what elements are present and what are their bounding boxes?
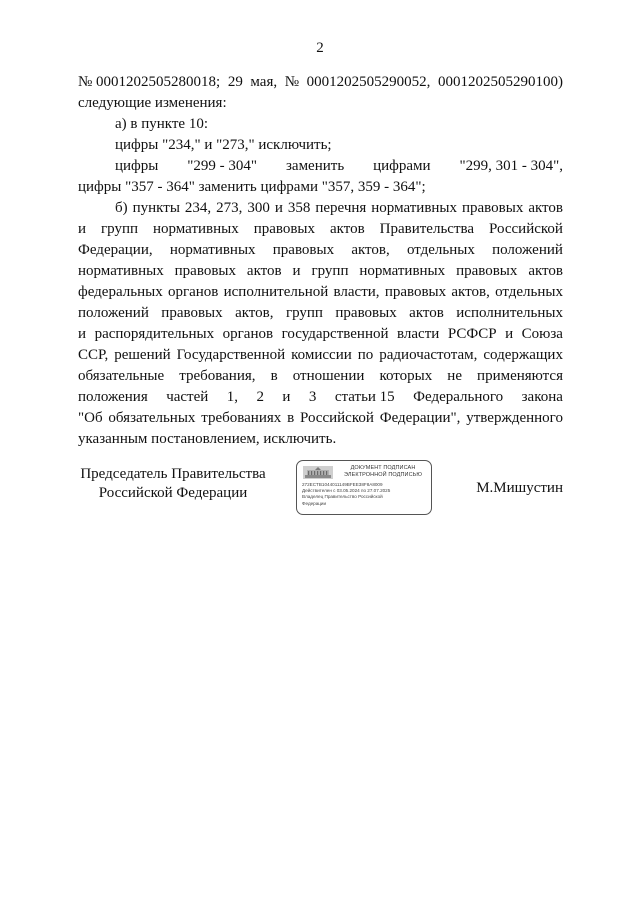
word: 1,: [226, 389, 238, 405]
word: Государственной: [176, 347, 286, 363]
word: и: [505, 326, 514, 342]
word: 0001202505290100): [437, 74, 563, 90]
text-line-3: а) в пункте 10:: [115, 116, 209, 132]
text-line-7: [78, 198, 563, 219]
word: правовых: [161, 305, 223, 321]
word: власти: [397, 326, 440, 342]
electronic-signature-stamp: [296, 460, 432, 515]
text-line-5: [78, 156, 563, 177]
word: отдельных: [495, 284, 563, 300]
signature-block: [78, 460, 563, 520]
word: актов: [528, 263, 563, 279]
text-line-11: [78, 282, 563, 303]
text-line-10: [78, 261, 563, 282]
word: Федерального: [413, 389, 504, 405]
word: положений: [492, 242, 563, 258]
word: актов: [409, 305, 444, 321]
word: нормативных: [359, 263, 446, 279]
word: правовых: [462, 200, 524, 216]
word: распорядительных: [94, 326, 215, 342]
word: Федерации",: [379, 410, 461, 426]
word: органов: [222, 326, 274, 342]
stamp-owner-line-1: Владелец Правительство Российской: [302, 494, 383, 500]
word: пункты: [132, 200, 180, 216]
word: решений: [114, 347, 171, 363]
word: по: [357, 347, 374, 363]
word: Российской: [489, 221, 563, 237]
word: нормативных: [371, 200, 458, 216]
word: 2: [256, 389, 264, 405]
word: требованиях: [201, 410, 282, 426]
word: "299, 301 - 304",: [459, 158, 563, 174]
stamp-title-line-1: ДОКУМЕНТ ПОДПИСАН: [350, 465, 416, 471]
stamp-owner-line-2: Федерации: [302, 500, 327, 506]
word: правовых: [174, 263, 236, 279]
word: частей: [166, 389, 209, 405]
word: мая,: [250, 74, 278, 90]
word: актов: [528, 200, 563, 216]
stamp-details: [302, 482, 428, 507]
word: б): [115, 200, 128, 216]
word: цифры: [115, 158, 159, 174]
word: правовых: [335, 305, 397, 321]
text-line-15: [78, 366, 563, 387]
word: в: [287, 410, 295, 426]
word: и: [274, 200, 283, 216]
stamp-validity: Действителен с 03.05.2024 по 27.07.2025: [302, 488, 391, 494]
word: 300: [247, 200, 270, 216]
word: цифрами: [373, 158, 431, 174]
word: не: [447, 368, 462, 384]
word: "299 - 304": [187, 158, 258, 174]
text-line-18: указанным постановлением, исключить.: [78, 431, 337, 447]
word: "Об: [78, 410, 103, 426]
word: заменить: [285, 158, 345, 174]
word: применяются: [477, 368, 563, 384]
word: №: [284, 74, 300, 90]
word: и: [78, 326, 87, 342]
signer-position-line-2: Российской Федерации: [98, 485, 248, 501]
signer-position: [78, 465, 268, 503]
word: № 0001202505280018;: [78, 74, 221, 90]
text-line-4: цифры "234," и "273," исключить;: [115, 137, 332, 153]
word: 273,: [216, 200, 243, 216]
word: правовых: [272, 242, 335, 258]
word: нормативных: [169, 242, 256, 258]
government-building-icon: [303, 466, 333, 479]
word: федеральных: [78, 284, 163, 300]
word: ССР,: [78, 347, 109, 363]
word: требования,: [179, 368, 256, 384]
stamp-title: [337, 465, 429, 478]
text-line-2: следующие изменения:: [78, 95, 227, 111]
word: отдельных: [406, 242, 475, 258]
word: РСФСР: [447, 326, 497, 342]
text-line-16: [78, 387, 563, 408]
word: перечня: [315, 200, 367, 216]
word: Правительства: [379, 221, 475, 237]
document-body: [78, 72, 563, 450]
word: утвержденного: [466, 410, 563, 426]
word: исполнительных: [456, 305, 563, 321]
word: и: [292, 263, 301, 279]
word: отношении: [292, 368, 365, 384]
word: комиссии: [291, 347, 352, 363]
text-line-12: [78, 303, 563, 324]
word: исполнительной: [223, 284, 329, 300]
word: Союза: [521, 326, 563, 342]
word: Российской: [299, 410, 374, 426]
text-line-6: цифры "357 - 364" заменить цифрами "357, 359 - 364";: [78, 179, 426, 195]
word: закона: [521, 389, 563, 405]
word: содержащих: [483, 347, 563, 363]
word: актов,: [451, 284, 490, 300]
word: обязательных: [108, 410, 196, 426]
word: правовых: [384, 284, 447, 300]
word: актов,: [235, 305, 274, 321]
text-line-13: [78, 324, 563, 345]
stamp-certificate: 272ECTB1044011149BFEE38F8A8009: [302, 482, 383, 487]
word: положений: [78, 305, 149, 321]
word: органов: [167, 284, 219, 300]
page-number: 2: [316, 40, 324, 56]
word: власти,: [333, 284, 380, 300]
word: 234,: [184, 200, 212, 216]
word: актов: [329, 221, 365, 237]
text-line-14: [78, 345, 563, 366]
text-line-9: [78, 240, 563, 261]
word: 0001202505290052,: [306, 74, 431, 90]
word: нормативных: [78, 263, 164, 279]
word: групп: [285, 305, 323, 321]
word: государственной: [281, 326, 389, 342]
word: правовых: [253, 221, 316, 237]
word: статьи 15: [334, 389, 395, 405]
word: актов: [246, 263, 282, 279]
word: в: [270, 368, 278, 384]
word: актов,: [351, 242, 390, 258]
word: групп: [101, 221, 139, 237]
signer-position-line-1: Председатель Правительства: [80, 466, 266, 482]
word: и: [282, 389, 291, 405]
text-line-17: [78, 408, 563, 429]
signer-name: М.Мишустин: [476, 480, 563, 496]
text-line-8: [78, 219, 563, 240]
word: правовых: [456, 263, 518, 279]
text-line-1: [78, 72, 563, 93]
word: положения: [78, 389, 148, 405]
stamp-title-line-2: ЭЛЕКТРОННОЙ ПОДПИСЬЮ: [343, 471, 423, 478]
word: 29: [227, 74, 243, 90]
word: 358: [287, 200, 311, 216]
word: Федерации,: [78, 242, 153, 258]
word: радиочастотам,: [379, 347, 478, 363]
word: 3: [308, 389, 317, 405]
word: нормативных: [152, 221, 239, 237]
word: которых: [379, 368, 433, 384]
word: обязательные: [78, 368, 165, 384]
word: групп: [311, 263, 349, 279]
word: и: [78, 221, 87, 237]
